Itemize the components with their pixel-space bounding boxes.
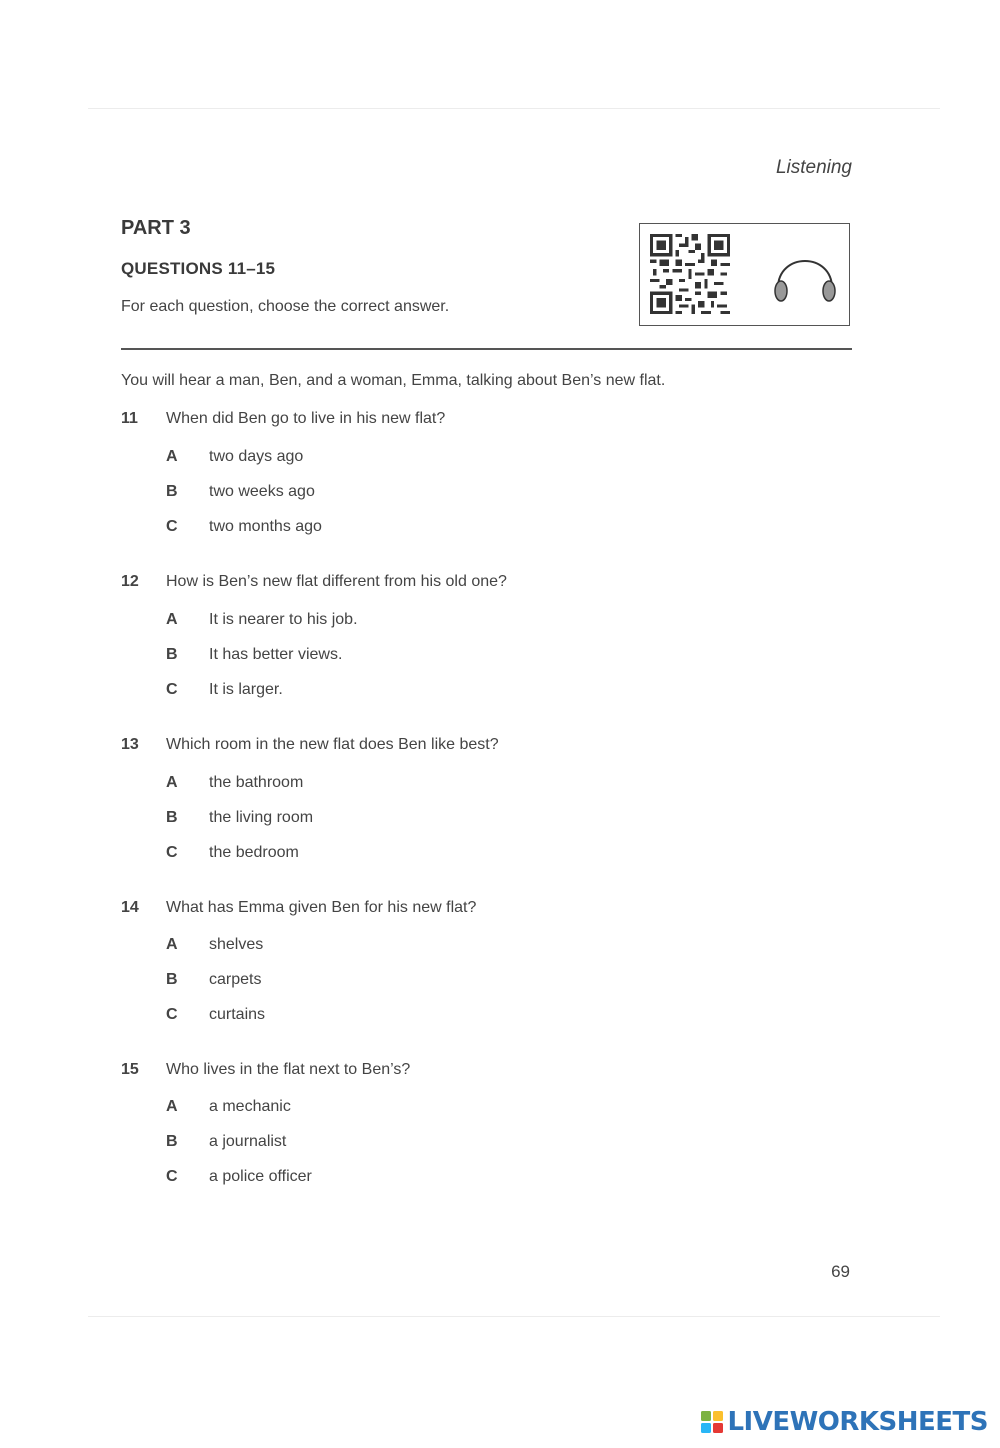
option-letter: C bbox=[166, 844, 178, 861]
question-number: 11 bbox=[121, 410, 138, 427]
option-13c[interactable] bbox=[121, 844, 851, 879]
option-letter: C bbox=[166, 1168, 178, 1185]
liveworksheets-logo-icon bbox=[701, 1411, 723, 1433]
question-13 bbox=[121, 736, 851, 879]
audio-box[interactable] bbox=[639, 223, 850, 326]
option-letter: C bbox=[166, 1006, 178, 1023]
part-title: PART 3 bbox=[121, 217, 191, 239]
bottom-divider bbox=[88, 1316, 940, 1317]
option-letter: B bbox=[166, 971, 178, 988]
instruction-text: For each question, choose the correct answer. bbox=[121, 298, 450, 315]
option-letter: A bbox=[166, 611, 178, 628]
option-15b[interactable] bbox=[121, 1133, 851, 1168]
option-letter: B bbox=[166, 483, 178, 500]
option-text: the living room bbox=[209, 809, 314, 826]
option-text: curtains bbox=[209, 1006, 266, 1023]
option-letter: A bbox=[166, 448, 178, 465]
question-text: When did Ben go to live in his new flat? bbox=[166, 410, 446, 427]
option-text: It is nearer to his job. bbox=[209, 611, 358, 628]
option-letter: A bbox=[166, 1098, 178, 1115]
option-text: two days ago bbox=[209, 448, 304, 465]
option-11a[interactable] bbox=[121, 448, 851, 483]
listening-intro: You will hear a man, Ben, and a woman, Emma, talking about Ben’s new flat. bbox=[121, 372, 666, 389]
option-15c[interactable] bbox=[121, 1168, 851, 1203]
option-text: It has better views. bbox=[209, 646, 343, 663]
question-text: How is Ben’s new flat different from his old one? bbox=[166, 573, 507, 590]
option-text: shelves bbox=[209, 936, 264, 953]
top-divider bbox=[88, 108, 940, 109]
question-11 bbox=[121, 410, 851, 553]
option-text: two months ago bbox=[209, 518, 322, 535]
option-text: a journalist bbox=[209, 1133, 287, 1150]
question-15 bbox=[121, 1061, 851, 1203]
question-number: 15 bbox=[121, 1061, 139, 1078]
option-15a[interactable] bbox=[121, 1098, 851, 1133]
option-letter: A bbox=[166, 774, 178, 791]
page-number: 69 bbox=[831, 1262, 850, 1281]
question-12 bbox=[121, 573, 851, 716]
option-11b[interactable] bbox=[121, 483, 851, 518]
option-12c[interactable] bbox=[121, 681, 851, 716]
question-number: 12 bbox=[121, 573, 139, 590]
option-14c[interactable] bbox=[121, 1006, 851, 1041]
qr-code-icon[interactable] bbox=[650, 234, 730, 314]
question-text: Who lives in the flat next to Ben’s? bbox=[166, 1061, 411, 1078]
option-12a[interactable] bbox=[121, 611, 851, 646]
option-13a[interactable] bbox=[121, 774, 851, 809]
option-13b[interactable] bbox=[121, 809, 851, 844]
question-14 bbox=[121, 899, 851, 1041]
liveworksheets-brand[interactable] bbox=[701, 1406, 988, 1438]
option-text: the bedroom bbox=[209, 844, 299, 861]
question-text: What has Emma given Ben for his new flat? bbox=[166, 899, 477, 916]
option-text: carpets bbox=[209, 971, 262, 988]
option-11c[interactable] bbox=[121, 518, 851, 553]
headphones-icon[interactable] bbox=[768, 244, 842, 310]
option-text: It is larger. bbox=[209, 681, 283, 698]
option-letter: B bbox=[166, 646, 178, 663]
option-letter: B bbox=[166, 1133, 178, 1150]
option-14a[interactable] bbox=[121, 936, 851, 971]
option-letter: A bbox=[166, 936, 178, 953]
question-text: Which room in the new flat does Ben like best? bbox=[166, 736, 499, 753]
question-number: 13 bbox=[121, 736, 139, 753]
option-text: a police officer bbox=[209, 1168, 312, 1185]
option-text: two weeks ago bbox=[209, 483, 315, 500]
section-header: Listening bbox=[775, 157, 852, 178]
option-12b[interactable] bbox=[121, 646, 851, 681]
option-text: a mechanic bbox=[209, 1098, 291, 1115]
option-14b[interactable] bbox=[121, 971, 851, 1006]
question-number: 14 bbox=[121, 899, 139, 916]
option-letter: C bbox=[166, 518, 178, 535]
option-letter: B bbox=[166, 809, 178, 826]
option-letter: C bbox=[166, 681, 178, 698]
questions-range-title: QUESTIONS 11–15 bbox=[121, 259, 276, 278]
brand-text: LIVEWORKSHEETS bbox=[727, 1407, 988, 1437]
header-divider bbox=[121, 348, 852, 350]
option-text: the bathroom bbox=[209, 774, 304, 791]
